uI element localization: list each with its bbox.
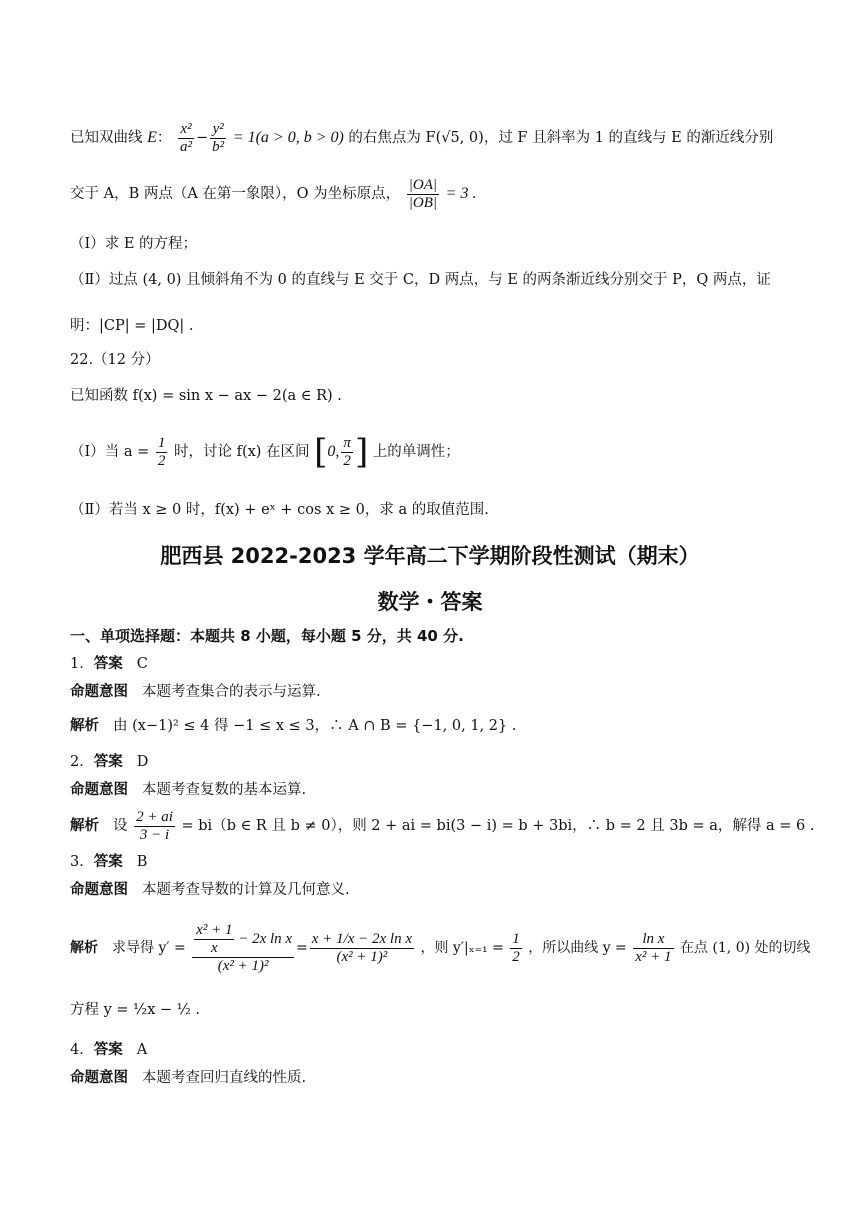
- q21-line1-pre: 已知双曲线: [70, 130, 143, 146]
- item-3-derivative-frac-2: $\frac{\text{x + 1/x − 2x ln x}}{\text{(x² + 1)²}}$: [311, 930, 413, 965]
- q21-cond: = 1(a > 0, b > 0): [232, 129, 344, 146]
- item-4-intent: 命题意图 本题考查回归直线的性质.: [70, 1070, 307, 1086]
- q22-p1-pre: （Ⅰ）当 a =: [70, 444, 150, 460]
- q21-frac-ratio: $\frac{|OA|}{|OB|}$: [408, 176, 438, 211]
- q21-frac-y: $\frac{\text{y²}}{\text{b²}}$: [212, 120, 225, 155]
- item-3-derivative-frac-1: $\frac{\text{x² + 1}}{x}$ − 2x ln x (x² + 1)²: [192, 922, 294, 975]
- answer-title: 肥西县 2022-2023 学年高二下学期阶段性测试（期末）: [160, 544, 700, 568]
- q22-frac-pi: $\frac{\pi}{2}$: [343, 434, 351, 469]
- item-4-answer: 4．答案 A: [70, 1042, 148, 1058]
- q21-part-2b: 明：|CP| = |DQ| .: [70, 318, 194, 334]
- q22-stem: 已知函数 f(x) = sin x − ax − 2(a ∈ R) .: [70, 388, 342, 404]
- q21-eq3: = 3 .: [445, 185, 477, 202]
- q21-line-2: [70, 172, 800, 216]
- item-2-intent: 命题意图 本题考查复数的基本运算.: [70, 782, 307, 798]
- item-3-frac-curve: $\frac{\text{ln x}}{\text{x² + 1}}$: [635, 930, 672, 965]
- q21-part-2: （Ⅱ）过点 (4, 0) 且倾斜角不为 0 的直线与 E 交于 C，D 两点，与 E 的两条渐近线分别交于 P，Q 两点，证: [70, 272, 771, 288]
- q21-part-1: （Ⅰ）求 E 的方程；: [70, 236, 198, 252]
- q21-line1-post: 的右焦点为 F(√5, 0)，过 F 且斜率为 1 的直线与 E 的渐近线分别: [348, 130, 774, 146]
- q22-heading: 22.（12 分）: [70, 352, 160, 368]
- q21-line2-pre: 交于 A，B 两点（A 在第一象限），O 为坐标原点，: [70, 186, 401, 202]
- item-3-answer: 3．答案 B: [70, 854, 148, 870]
- item-3-explanation: 解析 求导得 y′ = $\frac{\text{x² + 1}}{x}$ − 2x ln x (x² + 1)² = $\frac{\text{x + 1/x − 2x ln x}}{\text{(x² + 1)²}}$ ，则 y′|ₓ₌₁ = $\frac{1}{2}$ ，所以曲线 y = $\frac{\text{ln x}}{\text{x² + 1}}$ 在点 (1, 0) 处的切线: [70, 921, 811, 974]
- answer-subtitle: 数学・答案: [377, 590, 483, 614]
- item-1-answer: 1．答案 C: [70, 656, 148, 672]
- q22-p1-post: 上的单调性；: [372, 444, 460, 460]
- item-2-frac: $\frac{2 + ai}{3 - i}$: [136, 808, 173, 843]
- item-1-intent: 命题意图 本题考查集合的表示与运算.: [70, 684, 321, 700]
- item-2-explanation: 解析 设 $\frac{2 + ai}{3 - i}$ = bi（b ∈ R 且 b ≠ 0），则 2 + ai = bi(3 − i) = b + 3bi，∴ b = 2 且 3b = a，解得 a = 6 .: [70, 808, 815, 843]
- item-1-explanation: 解析 由 (x−1)² ≤ 4 得 −1 ≤ x ≤ 3，∴ A ∩ B = {−1, 0, 1, 2} .: [70, 718, 517, 734]
- q21-E: E: [147, 129, 157, 146]
- q22-part-2: （Ⅱ）若当 x ≥ 0 时，f(x) + eˣ + cos x ≥ 0，求 a 的取值范围.: [70, 502, 489, 518]
- item-2-answer: 2．答案 D: [70, 754, 149, 770]
- q22-part-1: （Ⅰ）当 a = $\frac{1}{2}$ 时，讨论 f(x) 在区间 [0, $\frac{\pi}{2}$ ] 上的单调性；: [70, 432, 460, 472]
- q22-p1-mid: 时，讨论 f(x) 在区间: [173, 444, 310, 460]
- q21-frac-x: $\frac{\text{x²}}{\text{a²}}$: [180, 120, 192, 155]
- item-3-frac-half: $\frac{1}{2}$: [512, 930, 520, 965]
- item-3-intent: 命题意图 本题考查导数的计算及几何意义.: [70, 882, 350, 898]
- section-heading: 一、单项选择题：本题共 8 小题，每小题 5 分，共 40 分.: [70, 627, 464, 645]
- q22-interval-zero: 0,: [327, 443, 340, 460]
- q21-line-1: 已知双曲线 E： $\frac{\text{x²}}{\text{a²}}$ − $\frac{\text{y²}}{\text{b²}}$ = 1(a > 0, b > 0) 的右焦点为 F(√5, 0)，过 F 且斜率为 1 的直线与 E 的渐近线分别: [70, 120, 774, 155]
- q22-frac-half: $\frac{1}{2}$: [157, 434, 166, 469]
- item-3-tangent-line: 方程 y = ½x − ½ .: [70, 1002, 201, 1018]
